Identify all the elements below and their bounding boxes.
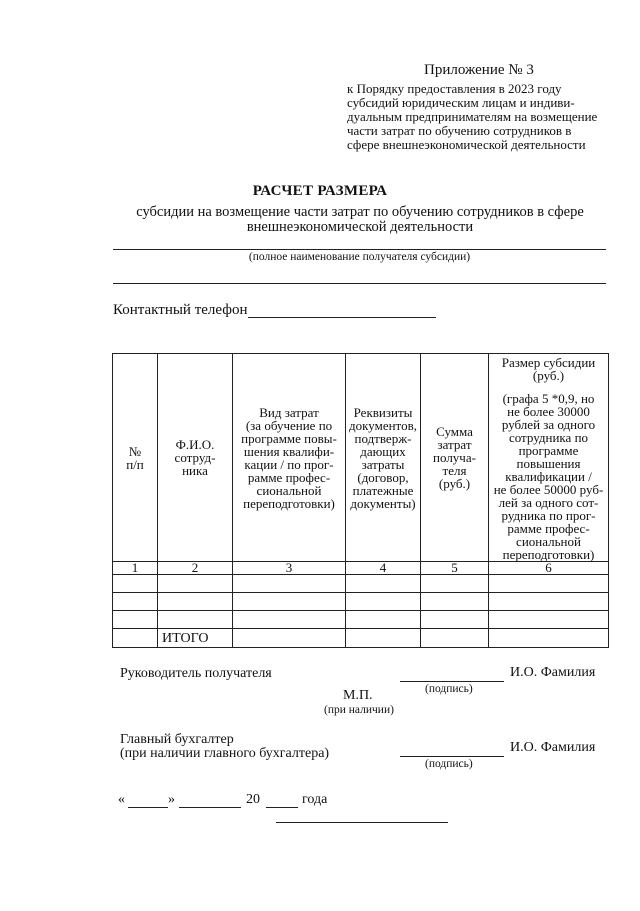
table-cell[interactable] bbox=[421, 575, 489, 593]
date-open-quote: « bbox=[118, 792, 125, 807]
head-label: Руководитель получателя bbox=[120, 666, 272, 681]
appendix-reference bbox=[347, 82, 617, 152]
column-number: 6 bbox=[489, 562, 609, 575]
table-cell[interactable] bbox=[113, 593, 158, 611]
table-row bbox=[113, 575, 609, 593]
header-subsidy-amount: Размер субсидии (руб.) (графа 5 *0,9, но не более 30000 рублей за одного сотрудника по программе повышения квалификации / не более 50000 руб- лей за одного сот- рудника по прог- рамме профес- сиональной переподготовки) bbox=[489, 354, 609, 562]
column-number: 4 bbox=[346, 562, 421, 575]
table-cell[interactable] bbox=[421, 629, 489, 648]
date-close-quote: » bbox=[168, 792, 175, 807]
table-cell[interactable] bbox=[158, 611, 233, 629]
table-cell[interactable] bbox=[346, 575, 421, 593]
appendix-number: Приложение № 3 bbox=[424, 62, 534, 78]
subtitle-line: субсидии на возмещение части затрат по обучению сотрудников в сфере bbox=[136, 204, 584, 220]
table-header-row bbox=[113, 354, 609, 562]
recipient-name-line[interactable] bbox=[113, 249, 606, 250]
table-cell[interactable] bbox=[346, 611, 421, 629]
column-number: 3 bbox=[233, 562, 346, 575]
table-cell[interactable] bbox=[421, 593, 489, 611]
table-cell[interactable] bbox=[421, 611, 489, 629]
header-row-number: № п/п bbox=[113, 354, 158, 562]
table-cell[interactable] bbox=[346, 593, 421, 611]
accountant-signature-caption: (подпись) bbox=[425, 758, 473, 770]
recipient-caption: (полное наименование получателя субсидии) bbox=[248, 251, 471, 263]
contact-phone-field[interactable] bbox=[248, 317, 436, 318]
table-cell bbox=[113, 629, 158, 648]
appendix-line: сфере внешнеэкономической деятельности bbox=[347, 137, 586, 152]
contact-phone-label: Контактный телефон bbox=[113, 302, 248, 318]
table-cell[interactable] bbox=[233, 575, 346, 593]
column-number-row bbox=[113, 562, 609, 575]
table-cell[interactable] bbox=[346, 629, 421, 648]
appendix-line: субсидий юридическим лицам и индиви- bbox=[347, 95, 575, 110]
document-title: РАСЧЕТ РАЗМЕРА bbox=[252, 183, 388, 199]
table-cell[interactable] bbox=[233, 593, 346, 611]
table-cell[interactable] bbox=[113, 611, 158, 629]
header-employee-name: Ф.И.О. сотруд- ника bbox=[158, 354, 233, 562]
column-number: 5 bbox=[421, 562, 489, 575]
head-signature-caption: (подпись) bbox=[425, 683, 473, 695]
total-label: ИТОГО bbox=[158, 629, 233, 648]
table-cell[interactable] bbox=[158, 593, 233, 611]
table-cell[interactable] bbox=[233, 611, 346, 629]
head-name: И.О. Фамилия bbox=[510, 665, 596, 680]
table-row bbox=[113, 593, 609, 611]
calculation-table bbox=[112, 353, 609, 648]
header-document-details: Реквизиты документов, подтверж- дающих затраты (договор, платежные документы) bbox=[346, 354, 421, 562]
stamp-note: (при наличии) bbox=[324, 704, 394, 716]
recipient-name-line-2[interactable] bbox=[113, 283, 606, 284]
appendix-line: части затрат по обучению сотрудников в bbox=[347, 123, 572, 138]
table-row bbox=[113, 611, 609, 629]
table-cell[interactable] bbox=[489, 611, 609, 629]
bottom-signature-line[interactable] bbox=[276, 822, 448, 823]
date-day-field[interactable] bbox=[128, 807, 168, 808]
document-subtitle bbox=[110, 205, 610, 235]
appendix-line: к Порядку предоставления в 2023 году bbox=[347, 81, 562, 96]
appendix-line: дуальным предпринимателям на возмещение bbox=[347, 109, 598, 124]
subtitle-line: внешнеэкономической деятельности bbox=[246, 219, 474, 235]
accountant-label: Главный бухгалтер (при наличии главного бухгалтера) bbox=[120, 732, 330, 761]
date-month-field[interactable] bbox=[179, 807, 241, 808]
header-expense-amount: Сумма затрат получа- теля (руб.) bbox=[421, 354, 489, 562]
header-expense-type: Вид затрат (за обучение по программе повы- шения квалифи- кации / по прог- рамме профес- сиональной переподготовки) bbox=[233, 354, 346, 562]
accountant-signature-line[interactable] bbox=[400, 756, 504, 757]
date-year-word: года bbox=[302, 792, 328, 807]
table-cell[interactable] bbox=[489, 575, 609, 593]
table-cell[interactable] bbox=[489, 629, 609, 648]
accountant-name: И.О. Фамилия bbox=[510, 740, 596, 755]
table-cell[interactable] bbox=[158, 575, 233, 593]
total-row bbox=[113, 629, 609, 648]
head-signature-line[interactable] bbox=[400, 681, 504, 682]
column-number: 2 bbox=[158, 562, 233, 575]
column-number: 1 bbox=[113, 562, 158, 575]
date-year-field[interactable] bbox=[266, 807, 298, 808]
table-cell[interactable] bbox=[233, 629, 346, 648]
table-cell[interactable] bbox=[113, 575, 158, 593]
stamp-label: М.П. bbox=[343, 688, 373, 703]
date-century: 20 bbox=[246, 792, 260, 807]
table-cell[interactable] bbox=[489, 593, 609, 611]
